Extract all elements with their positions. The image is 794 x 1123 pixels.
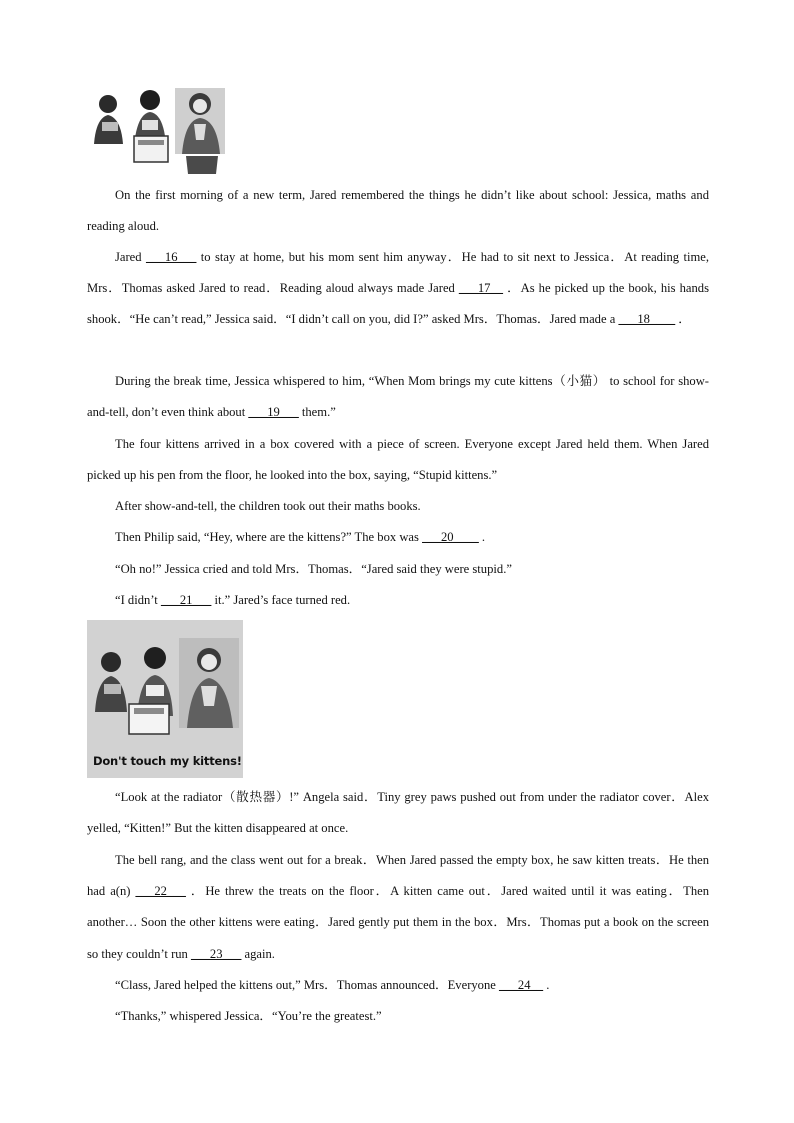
blank-22[interactable]: ___22___ <box>135 884 186 899</box>
blank-17[interactable]: ___17__ <box>458 281 503 296</box>
paragraph-3 <box>87 366 709 428</box>
blank-21[interactable]: ___21___ <box>160 593 212 607</box>
text: “Class, Jared helped the kittens out,” Mrs．Thomas announced．Everyone <box>115 978 500 992</box>
paragraph-10 <box>87 845 709 970</box>
paragraph-4: The four kittens arrived in a box covered with a piece of screen. Everyone except Jared held them. When Jared picked up his pen from the floor, he looked into the box, saying, “Stupid kittens.” <box>87 437 709 483</box>
text: The bell rang, and the class went out for a break．When Jared passed the empty box, he saw kitten treats．He then had a(n) <box>87 853 709 899</box>
paragraph-7: “Oh no!” Jessica cried and told Mrs．Thomas．“Jared said they were stupid.” <box>115 562 512 576</box>
text: . <box>478 530 486 544</box>
paragraph-12: “Thanks,” whispered Jessica．“You’re the greatest.” <box>115 1009 382 1023</box>
paragraph-1: On the first morning of a new term, Jared remembered the things he didn’t like about school: Jessica, maths and reading aloud. <box>87 188 709 234</box>
blank-16[interactable]: ___16___ <box>146 250 197 264</box>
blank-18[interactable]: ___18____ <box>618 312 676 327</box>
kittens-illustration-with-caption <box>87 620 243 778</box>
paragraph-9: “Look at the radiator（散热器）!” Angela said．Tiny grey paws pushed out from under the radiator cover．Alex yelled, “Kitten!” But the kitten disappeared at once. <box>87 790 709 836</box>
text: Jared <box>115 250 146 264</box>
illustration-caption: Don't touch my kittens! <box>93 754 242 768</box>
blank-23[interactable]: ___23___ <box>191 946 242 961</box>
paragraph-2 <box>87 242 709 336</box>
text: again. <box>241 946 275 961</box>
blank-19[interactable]: ___19___ <box>248 405 299 420</box>
blank-24[interactable]: ___24__ <box>499 978 544 992</box>
text: Then Philip said, “Hey, where are the kittens?” The box was <box>115 530 423 544</box>
text: During the break time, Jessica whispered to him, “When Mom brings my cute kittens（小猫） to school for show-and-tell, don’t even think about <box>87 374 709 420</box>
text: ．He threw the treats on the floor．A kitten came out．Jared waited until it was eating．Then another… Soon the other kittens were eating．Jared gently put them in the box．Mrs．Thomas put a book on the screen so they couldn’t run <box>87 884 709 961</box>
paragraph-6 <box>87 522 709 553</box>
paragraph-8 <box>87 585 709 616</box>
text: them.” <box>298 405 336 420</box>
text: ． <box>675 312 691 327</box>
text: “I didn’t <box>115 593 161 607</box>
paragraph-11 <box>87 970 709 1001</box>
paragraph-5: After show-and-tell, the children took out their maths books. <box>115 499 421 513</box>
text: to stay at home, but his mom sent him anyway．He had to sit next to Jessica．At reading time, Mrs．Thomas asked Jared to read．Reading aloud always made Jared <box>87 250 709 296</box>
text: ．As he picked up the book, his hands shook．“He can’t read,” Jessica said．“I didn’t call on you, did I?” asked Mrs．Thomas．Jared made a <box>87 281 709 327</box>
kids-with-kitten-box-illustration <box>90 84 228 176</box>
text: it.” Jared’s face turned red. <box>211 593 351 607</box>
text: . <box>543 978 550 992</box>
blank-20[interactable]: ___20____ <box>422 530 479 544</box>
